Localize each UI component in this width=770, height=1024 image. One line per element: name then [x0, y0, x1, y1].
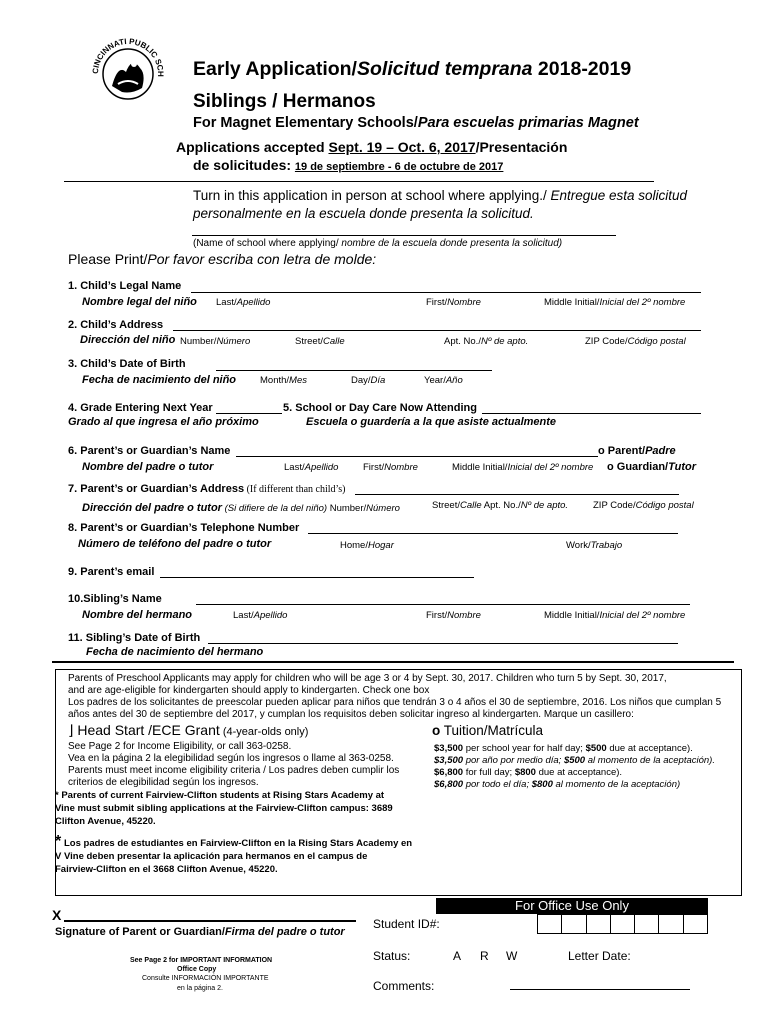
- f8-work: Work/: [566, 540, 591, 551]
- title-es: Solicitud temprana: [356, 58, 533, 80]
- field-11-sub: Fecha de nacimiento del hermano: [86, 646, 264, 658]
- hs-line4: criterios de elegibilidad según los ingresos.: [68, 777, 259, 788]
- fc-es-line1: Los padres de estudiantes en Fairview-Clifton en la Rising Stars Academy en: [64, 838, 413, 849]
- status-a[interactable]: A: [453, 949, 462, 963]
- signature-x: X: [52, 907, 62, 923]
- tu4-txt2: al momento de la aceptación): [552, 779, 681, 790]
- f6-parent: o Parent/: [598, 445, 646, 457]
- child-address-input[interactable]: [173, 330, 701, 331]
- tu2-txt2: al momento de la aceptación).: [585, 755, 715, 766]
- preschool-p2: and are age-eligible for kindergarten should apply to kindergarten. Check one box: [68, 685, 430, 696]
- f7-note: (If different than child’s): [244, 484, 346, 495]
- district-logo: [88, 34, 168, 114]
- f1-first: First/: [426, 297, 448, 308]
- f1-last: Last/: [216, 297, 237, 308]
- f10-first: First/: [426, 610, 448, 621]
- for-en: For Magnet Elementary Schools/: [193, 115, 418, 131]
- f6-first-cap: [363, 462, 418, 473]
- f7-zip-cap: [593, 500, 694, 511]
- tuition-line2: [434, 755, 715, 766]
- title-year: 2018-2019: [532, 58, 632, 80]
- form-title: [193, 58, 631, 81]
- field-4-sub: Grado al que ingresa el año próximo: [68, 416, 259, 428]
- parent-phone-input[interactable]: [308, 533, 678, 534]
- comments-input[interactable]: [510, 989, 690, 990]
- f3-month-es: Mes: [289, 375, 307, 386]
- turn-in-line2: personalmente en la escuela donde presenta la solicitud.: [193, 206, 534, 221]
- field-7-label: [68, 483, 346, 495]
- tu3-txt2: due at acceptance).: [535, 767, 623, 778]
- fc-es-line2: V Vine deben presentar la aplicación para hermanos en el campus de: [55, 851, 368, 862]
- sig-label-es: Firma del padre o tutor: [224, 926, 345, 938]
- sig-note2: Office Copy: [177, 966, 217, 973]
- parent-address-input[interactable]: [355, 494, 679, 495]
- sibling-name-input[interactable]: [196, 604, 690, 605]
- turn-in-en: Turn in this application in person at school where applying./: [193, 188, 547, 203]
- f2-num: Number/: [180, 336, 217, 347]
- f6-last: Last/: [284, 462, 305, 473]
- f3-year-es: Año: [445, 375, 463, 386]
- tu1-amt2: $500: [585, 743, 607, 754]
- school-caption: [193, 238, 562, 249]
- f7-zip: ZIP Code/: [593, 500, 636, 511]
- f2-street: Street/: [295, 336, 323, 347]
- f7-label: 7. Parent’s or Guardian’s Address: [68, 483, 245, 495]
- tuition-label: Tuition/Matrícula: [440, 723, 544, 738]
- f8-home-es: Hogar: [367, 540, 394, 551]
- preschool-p4: años antes del 30 de septiembre del 2017, y cumplan los requisitos deben solicitar ingreso al kindergarten. Marque un casillero:: [68, 709, 634, 720]
- f3-day-cap: [351, 375, 385, 386]
- for-es: Para escuelas primarias Magnet: [417, 115, 639, 131]
- f3-year: Year/: [424, 375, 446, 386]
- f2-street-es: Calle: [323, 336, 345, 347]
- f3-year-cap: [424, 375, 463, 386]
- f6-mid-es: Inicial del 2º nombre: [507, 462, 594, 473]
- for-magnet: [193, 115, 639, 131]
- head-start-option[interactable]: [68, 722, 308, 739]
- fc-es-line3: Fairview-Clifton en el 3668 Clifton Avenue, 45220.: [55, 864, 278, 875]
- field-8-sub: Número de teléfono del padre o tutor: [78, 538, 272, 550]
- sig-note4: en la página 2.: [177, 985, 223, 992]
- current-school-input[interactable]: [482, 413, 701, 414]
- f6-last-es: Apellido: [304, 462, 339, 473]
- field-1-sub: Nombre legal del niño: [82, 296, 197, 308]
- f6-mid: Middle Initial/: [452, 462, 508, 473]
- signature-label: [55, 926, 345, 938]
- f6-guardian-es: Tutor: [668, 461, 697, 473]
- school-name-field[interactable]: [192, 235, 616, 236]
- f1-mid-cap: [544, 297, 685, 308]
- status-w[interactable]: W: [506, 949, 518, 963]
- f7-zip-es: Código postal: [635, 500, 694, 511]
- tu1-txt2: due at acceptance).: [606, 743, 693, 754]
- f7-num: Number/: [327, 503, 367, 514]
- grade-input[interactable]: [216, 413, 282, 414]
- tu3-txt: for full day;: [463, 767, 515, 778]
- tu2-amt: $3,500: [434, 755, 464, 766]
- child-name-input[interactable]: [191, 292, 701, 293]
- letter-date-label: Letter Date:: [568, 949, 631, 963]
- sig-note3: Consulte INFORMACIÓN IMPORTANTE: [142, 975, 269, 982]
- tuition-option[interactable]: [432, 723, 543, 738]
- f10-mid-cap: [544, 610, 685, 621]
- f10-first-cap: [426, 610, 481, 621]
- f3-day: Day/: [351, 375, 371, 386]
- fc-line3: Clifton Avenue, 45220.: [55, 816, 156, 827]
- f2-apt-cap: [444, 336, 528, 347]
- f2-zip-es: Código postal: [627, 336, 686, 347]
- f2-zip-cap: [585, 336, 686, 347]
- svg-text:CINCINNATI PUBLIC SCHOOLS: CINCINNATI PUBLIC SCH: [90, 36, 166, 77]
- f3-day-es: Día: [370, 375, 386, 386]
- guardian-checkbox[interactable]: [607, 461, 696, 473]
- f2-num-cap: [180, 336, 250, 347]
- f6-mid-cap: [452, 462, 593, 473]
- f8-work-es: Trabajo: [590, 540, 623, 551]
- f6-parent-es: Padre: [645, 445, 676, 457]
- signature-line[interactable]: [64, 920, 356, 922]
- field-9-label: 9. Parent’s email: [68, 566, 155, 578]
- f7-note-es: (Si difiere de la del niño): [221, 503, 328, 514]
- f8-work-cap: [566, 540, 622, 551]
- parent-checkbox[interactable]: [598, 445, 676, 457]
- f7-apt: Apt. No./: [481, 500, 521, 511]
- f3-month-cap: [260, 375, 307, 386]
- field-7-sub: [82, 498, 400, 516]
- accepted-dates: Sept. 19 – Oct. 6, 2017: [328, 139, 476, 155]
- f6-first-es: Nombre: [384, 462, 418, 473]
- f1-mid: Middle Initial/: [544, 297, 600, 308]
- field-6-label: 6. Parent’s or Guardian’s Name: [68, 445, 231, 457]
- field-6-sub: Nombre del padre o tutor: [82, 461, 214, 473]
- field-1-label: 1. Child’s Legal Name: [68, 280, 182, 292]
- f1-last-cap: [216, 297, 270, 308]
- f7-apt-es: Nº de apto.: [520, 500, 569, 511]
- turn-in-line1: [193, 188, 687, 203]
- preschool-divider: [52, 661, 734, 663]
- f2-apt-es: Nº de apto.: [480, 336, 529, 347]
- hs-line2: Vea en la página 2 la elegibilidad según los ingresos o llame al 363-0258.: [68, 753, 394, 764]
- accepted-label: Applications accepted: [176, 139, 329, 155]
- tuition-line4: [434, 779, 680, 790]
- hs-line3: Parents must meet income eligibility criteria / Los padres deben cumplir los: [68, 765, 400, 776]
- tu4-amt: $6,800: [434, 779, 464, 790]
- tu3-amt2: $800: [514, 767, 536, 778]
- title-en: Early Application/: [193, 58, 357, 80]
- tu4-amt2: $800: [531, 779, 553, 790]
- comments-label: Comments:: [373, 979, 435, 993]
- tu1-txt: per school year for half day;: [463, 743, 586, 754]
- hs-line1: See Page 2 for Income Eligibility, or call 363-0258.: [68, 741, 292, 752]
- f1-mid-es: Inicial del 2º nombre: [599, 297, 686, 308]
- f6-first: First/: [363, 462, 385, 473]
- sibling-dob-input[interactable]: [208, 643, 678, 644]
- f6-guardian: o Guardian/: [607, 461, 669, 473]
- header-divider: [64, 181, 654, 182]
- f2-zip: ZIP Code/: [585, 336, 628, 347]
- f7-street-es: Calle: [460, 500, 482, 511]
- field-2-label: 2. Child’s Address: [68, 319, 164, 331]
- field-3-sub: Fecha de nacimiento del niño: [82, 374, 237, 386]
- f2-apt: Apt. No./: [444, 336, 481, 347]
- tuition-checkbox[interactable]: o: [432, 723, 441, 738]
- f7-sub: Dirección del padre o tutor: [82, 502, 222, 514]
- f8-home: Home/: [340, 540, 368, 551]
- sig-note1: See Page 2 for IMPORTANT INFORMATION: [130, 957, 273, 964]
- solicitudes-label: de solicitudes:: [193, 157, 295, 173]
- head-start-label: Head Start /ECE Grant: [73, 722, 220, 738]
- office-header-text: For Office Use Only: [515, 898, 629, 913]
- field-2-sub: Dirección del niño: [80, 334, 176, 346]
- head-start-checkbox[interactable]: ⌋: [68, 722, 74, 738]
- fc-line1: * Parents of current Fairview-Clifton students at Rising Stars Academy at: [55, 790, 385, 801]
- applications-accepted: [176, 139, 567, 155]
- preschool-p1: Parents of Preschool Applicants may apply for children who will be age 3 or 4 by Sept. 30, 2017. Children who turn 5 by Sept. 30, 2017,: [68, 673, 667, 684]
- print-en: Please Print/: [68, 251, 148, 267]
- field-11-label: 11. Sibling’s Date of Birth: [68, 632, 201, 644]
- tuition-line3: [434, 767, 622, 778]
- f10-first-es: Nombre: [447, 610, 481, 621]
- f7-street: Street/: [432, 500, 460, 511]
- f10-mid-es: Inicial del 2º nombre: [599, 610, 686, 621]
- field-4-label: 4. Grade Entering Next Year: [68, 402, 213, 414]
- f6-last-cap: [284, 462, 338, 473]
- field-5-sub: Escuela o guardería a la que asiste actualmente: [306, 416, 557, 428]
- f2-num-es: Número: [216, 336, 251, 347]
- tuition-line1: [434, 743, 693, 754]
- field-5-label: 5. School or Day Care Now Attending: [283, 402, 477, 414]
- f1-first-cap: [426, 297, 481, 308]
- form-subtitle: Siblings / Hermanos: [193, 91, 376, 112]
- preschool-p3: Los padres de los solicitantes de preescolar pueden aplicar para niños que tendrán 3 o 4 años el 30 de septiembre, 2016. Los niños que cumplan 5: [68, 697, 722, 708]
- f8-home-cap: [340, 540, 394, 551]
- tu4-txt: por todo el día;: [463, 779, 532, 790]
- f2-street-cap: [295, 336, 345, 347]
- head-start-age: (4-year-olds only): [219, 726, 309, 738]
- f3-month: Month/: [260, 375, 290, 386]
- student-id-boxes[interactable]: [537, 914, 708, 934]
- accepted-es: /Presentación: [475, 139, 568, 155]
- f7-street-cap: [432, 500, 568, 511]
- school-caption-en: (Name of school where applying/: [193, 238, 339, 249]
- child-dob-input[interactable]: [216, 370, 492, 371]
- tu2-txt: por año por medio día;: [463, 755, 564, 766]
- field-8-label: 8. Parent’s or Guardian’s Telephone Number: [68, 522, 300, 534]
- tu1-amt: $3,500: [434, 743, 464, 754]
- school-caption-es: nombre de la escuela donde presenta la solicitud): [338, 238, 563, 249]
- solicitudes: [193, 157, 503, 173]
- fc-asterisk: *: [55, 833, 62, 850]
- f1-last-es: Apellido: [236, 297, 271, 308]
- student-id-label: Student ID#:: [373, 917, 440, 931]
- field-10-sub: Nombre del hermano: [82, 609, 193, 621]
- f10-mid: Middle Initial/: [544, 610, 600, 621]
- f10-last: Last/: [233, 610, 254, 621]
- print-es: Por favor escriba con letra de molde:: [147, 251, 377, 267]
- f10-last-es: Apellido: [253, 610, 288, 621]
- parent-email-input[interactable]: [160, 577, 474, 578]
- status-label: Status:: [373, 949, 411, 963]
- tu2-amt2: $500: [563, 755, 586, 766]
- f1-first-es: Nombre: [447, 297, 481, 308]
- field-10-label: 10.Sibling’s Name: [68, 593, 162, 605]
- fc-line2: Vine must submit sibling applications at the Fairview-Clifton campus: 3689: [55, 803, 393, 814]
- turn-in-es1: Entregue esta solicitud: [546, 188, 688, 203]
- print-instruction: [68, 251, 376, 267]
- sig-label-en: Signature of Parent or Guardian/: [55, 926, 225, 938]
- solicitudes-dates: 19 de septiembre - 6 de octubre de 2017: [294, 161, 504, 173]
- parent-name-input[interactable]: [236, 456, 598, 457]
- office-header: [436, 898, 708, 914]
- field-3-label: 3. Child’s Date of Birth: [68, 358, 186, 370]
- f10-last-cap: [233, 610, 287, 621]
- tu3-amt: $6,800: [434, 767, 464, 778]
- f7-num-es: Número: [366, 503, 400, 514]
- status-r[interactable]: R: [480, 949, 489, 963]
